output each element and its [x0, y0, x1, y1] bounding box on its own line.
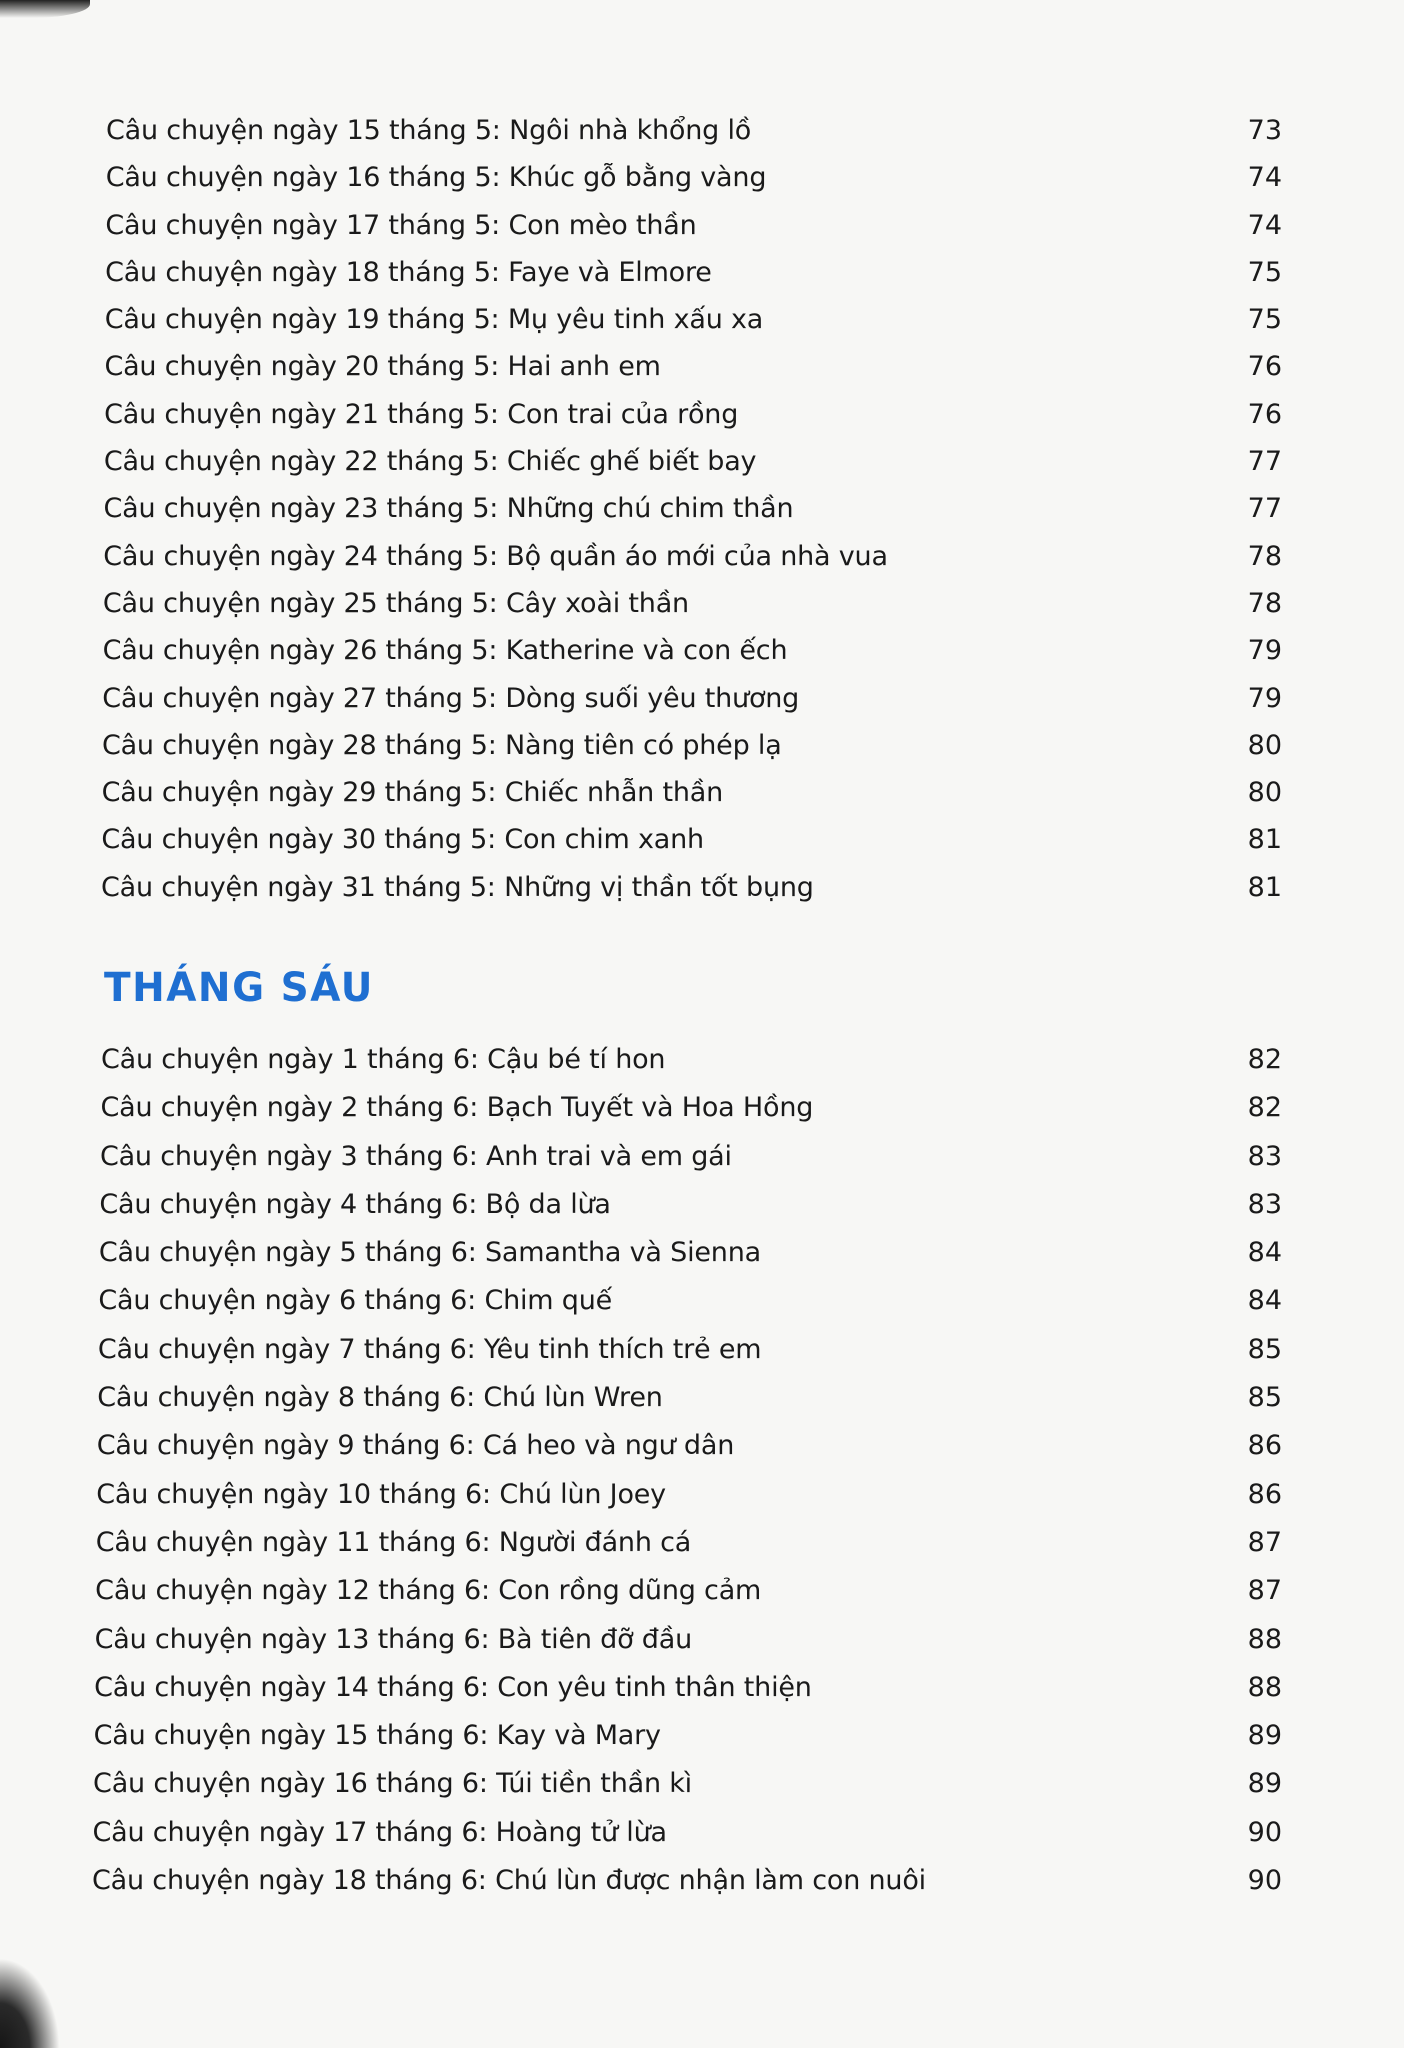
toc-entry-page-number: 81 — [1247, 871, 1282, 903]
toc-entry-title: Câu chuyện ngày 29 tháng 5: Chiếc nhẫn thần — [101, 777, 724, 809]
toc-entry-title: Câu chuyện ngày 14 tháng 6: Con yêu tinh thân thiện — [94, 1671, 812, 1703]
toc-entry-title: Câu chuyện ngày 4 tháng 6: Bộ da lừa — [99, 1188, 611, 1220]
toc-entry — [0, 1620, 1404, 1668]
toc-entry-title: Câu chuyện ngày 23 tháng 5: Những chú chim thần — [103, 493, 794, 525]
toc-entry — [0, 820, 1404, 867]
toc-entry-title: Câu chuyện ngày 22 tháng 5: Chiếc ghế biết bay — [103, 446, 757, 478]
toc-entry-page-number: 87 — [1247, 1575, 1282, 1607]
toc-entry-title: Câu chuyện ngày 17 tháng 5: Con mèo thần — [105, 209, 697, 241]
toc-entry-page-number: 78 — [1247, 540, 1282, 572]
toc-entry-title: Câu chuyện ngày 15 tháng 5: Ngôi nhà khổng lồ — [106, 115, 752, 146]
toc-entry — [0, 1281, 1404, 1329]
toc-entry — [0, 868, 1404, 915]
toc-entry-list — [0, 1040, 1404, 1909]
toc-entry-page-number: 82 — [1247, 1044, 1282, 1075]
toc-entry-page-number: 83 — [1247, 1188, 1282, 1220]
toc-entry-page-number: 82 — [1247, 1092, 1282, 1124]
toc-entry — [0, 1185, 1404, 1233]
toc-entry-title: Câu chuyện ngày 9 tháng 6: Cá heo và ngư dân — [96, 1430, 735, 1462]
toc-entry-title: Câu chuyện ngày 20 tháng 5: Hai anh em — [104, 351, 661, 383]
toc-entry — [0, 442, 1404, 489]
toc-entry-title: Câu chuyện ngày 21 tháng 5: Con trai của rồng — [104, 398, 739, 430]
toc-entry — [0, 489, 1404, 536]
toc-entry-title: Câu chuyện ngày 31 tháng 5: Những vị thần tốt bụng — [101, 871, 814, 903]
toc-entry — [0, 1426, 1404, 1474]
toc-entry-page-number: 74 — [1247, 162, 1282, 194]
toc-entry — [0, 206, 1404, 253]
toc-entry — [0, 111, 1404, 158]
toc-entry — [0, 1330, 1404, 1378]
toc-entry — [0, 1571, 1404, 1619]
toc-entry-page-number: 80 — [1247, 777, 1282, 809]
toc-entry-page-number: 89 — [1247, 1720, 1282, 1752]
toc-entry-title: Câu chuyện ngày 16 tháng 5: Khúc gỗ bằng vàng — [105, 162, 767, 194]
toc-entry — [0, 253, 1404, 300]
toc-entry — [0, 726, 1404, 773]
toc-entry — [0, 300, 1404, 347]
toc-entry — [0, 1088, 1404, 1136]
toc-entry-list — [0, 111, 1404, 915]
toc-entry-page-number: 78 — [1247, 587, 1282, 619]
toc-entry-title: Câu chuyện ngày 2 tháng 6: Bạch Tuyết và Hoa Hồng — [100, 1092, 814, 1124]
toc-entry-page-number: 88 — [1247, 1623, 1282, 1655]
toc-entry-page-number: 81 — [1247, 824, 1282, 856]
toc-entry — [0, 158, 1404, 205]
toc-entry-title: Câu chuyện ngày 24 tháng 5: Bộ quần áo mới của nhà vua — [103, 540, 888, 572]
toc-entry-page-number: 79 — [1247, 635, 1282, 667]
toc-entry — [0, 584, 1404, 631]
toc-entry-page-number: 86 — [1247, 1478, 1282, 1510]
toc-entry — [0, 537, 1404, 584]
toc-entry-page-number: 75 — [1247, 256, 1282, 288]
toc-entry-page-number: 90 — [1247, 1816, 1282, 1848]
toc-entry-page-number: 76 — [1247, 351, 1282, 383]
toc-entry-title: Câu chuyện ngày 15 tháng 6: Kay và Mary — [93, 1720, 661, 1752]
toc-entry-title: Câu chuyện ngày 17 tháng 6: Hoàng tử lừa — [92, 1816, 667, 1848]
toc-entry — [0, 1040, 1404, 1088]
toc-entry-page-number: 75 — [1247, 304, 1282, 336]
toc-entry-page-number: 88 — [1247, 1671, 1282, 1703]
toc-entry-title: Câu chuyện ngày 18 tháng 6: Chú lùn được nhận làm con nuôi — [92, 1865, 926, 1897]
page-edge-shadow-bottom — [0, 1958, 60, 2048]
toc-entry — [0, 1861, 1404, 1909]
toc-entry-page-number: 79 — [1247, 682, 1282, 714]
toc-entry-title: Câu chuyện ngày 19 tháng 5: Mụ yêu tinh xấu xa — [104, 304, 764, 336]
page-edge-shadow-top — [0, 0, 90, 18]
toc-entry-page-number: 83 — [1247, 1140, 1282, 1172]
toc-entry — [0, 1813, 1404, 1861]
toc-entry — [0, 395, 1404, 442]
toc-entry — [0, 1716, 1404, 1764]
toc-entry — [0, 347, 1404, 394]
toc-entry-title: Câu chuyện ngày 11 tháng 6: Người đánh cá — [95, 1526, 692, 1558]
toc-entry-page-number: 90 — [1247, 1865, 1282, 1897]
toc-entry-page-number: 77 — [1247, 446, 1282, 478]
toc-entry-title: Câu chuyện ngày 3 tháng 6: Anh trai và em gái — [99, 1140, 732, 1172]
section-title: THÁNG SÁU — [104, 965, 374, 1012]
toc-entry-title: Câu chuyện ngày 1 tháng 6: Cậu bé tí hon — [101, 1044, 666, 1075]
toc-entry-page-number: 89 — [1247, 1768, 1282, 1800]
toc-entry-page-number: 74 — [1247, 209, 1282, 241]
toc-entry — [0, 773, 1404, 820]
toc-entry-title: Câu chuyện ngày 27 tháng 5: Dòng suối yêu thương — [102, 682, 800, 714]
toc-entry-title: Câu chuyện ngày 13 tháng 6: Bà tiên đỡ đầu — [94, 1623, 693, 1655]
toc-entry — [0, 1378, 1404, 1426]
toc-entry-title: Câu chuyện ngày 10 tháng 6: Chú lùn Joey — [96, 1478, 666, 1510]
toc-entry-title: Câu chuyện ngày 8 tháng 6: Chú lùn Wren — [97, 1382, 663, 1414]
toc-entry — [0, 1233, 1404, 1281]
toc-entry-page-number: 85 — [1247, 1333, 1282, 1365]
toc-entry-page-number: 86 — [1247, 1430, 1282, 1462]
toc-entry — [0, 1523, 1404, 1571]
toc-entry-title: Câu chuyện ngày 26 tháng 5: Katherine và con ếch — [102, 635, 788, 667]
toc-entry-title: Câu chuyện ngày 7 tháng 6: Yêu tinh thích trẻ em — [97, 1333, 762, 1365]
toc-entry — [0, 1475, 1404, 1523]
toc-entry — [0, 679, 1404, 726]
toc-entry-page-number: 84 — [1247, 1285, 1282, 1317]
toc-entry-page-number: 87 — [1247, 1526, 1282, 1558]
toc-entry — [0, 1668, 1404, 1716]
toc-entry-title: Câu chuyện ngày 30 tháng 5: Con chim xanh — [101, 824, 704, 856]
toc-entry-title: Câu chuyện ngày 18 tháng 5: Faye và Elmore — [105, 256, 712, 288]
toc-entry-page-number: 77 — [1247, 493, 1282, 525]
toc-entry-title: Câu chuyện ngày 16 tháng 6: Túi tiền thần kì — [93, 1768, 692, 1800]
toc-entry — [0, 631, 1404, 678]
toc-entry-title: Câu chuyện ngày 6 tháng 6: Chim quế — [98, 1285, 613, 1317]
toc-entry-page-number: 84 — [1247, 1237, 1282, 1269]
toc-entry-page-number: 73 — [1247, 115, 1282, 146]
toc-entry — [0, 1137, 1404, 1185]
toc-entry-title: Câu chuyện ngày 25 tháng 5: Cây xoài thần — [102, 587, 689, 619]
toc-entry-page-number: 85 — [1247, 1382, 1282, 1414]
toc-entry-page-number: 76 — [1247, 398, 1282, 430]
toc-entry-page-number: 80 — [1247, 729, 1282, 761]
toc-entry — [0, 1764, 1404, 1812]
toc-entry-title: Câu chuyện ngày 12 tháng 6: Con rồng dũng cảm — [95, 1575, 762, 1607]
toc-entry-title: Câu chuyện ngày 5 tháng 6: Samantha và Sienna — [98, 1237, 761, 1269]
toc-entry-title: Câu chuyện ngày 28 tháng 5: Nàng tiên có phép lạ — [101, 729, 782, 761]
